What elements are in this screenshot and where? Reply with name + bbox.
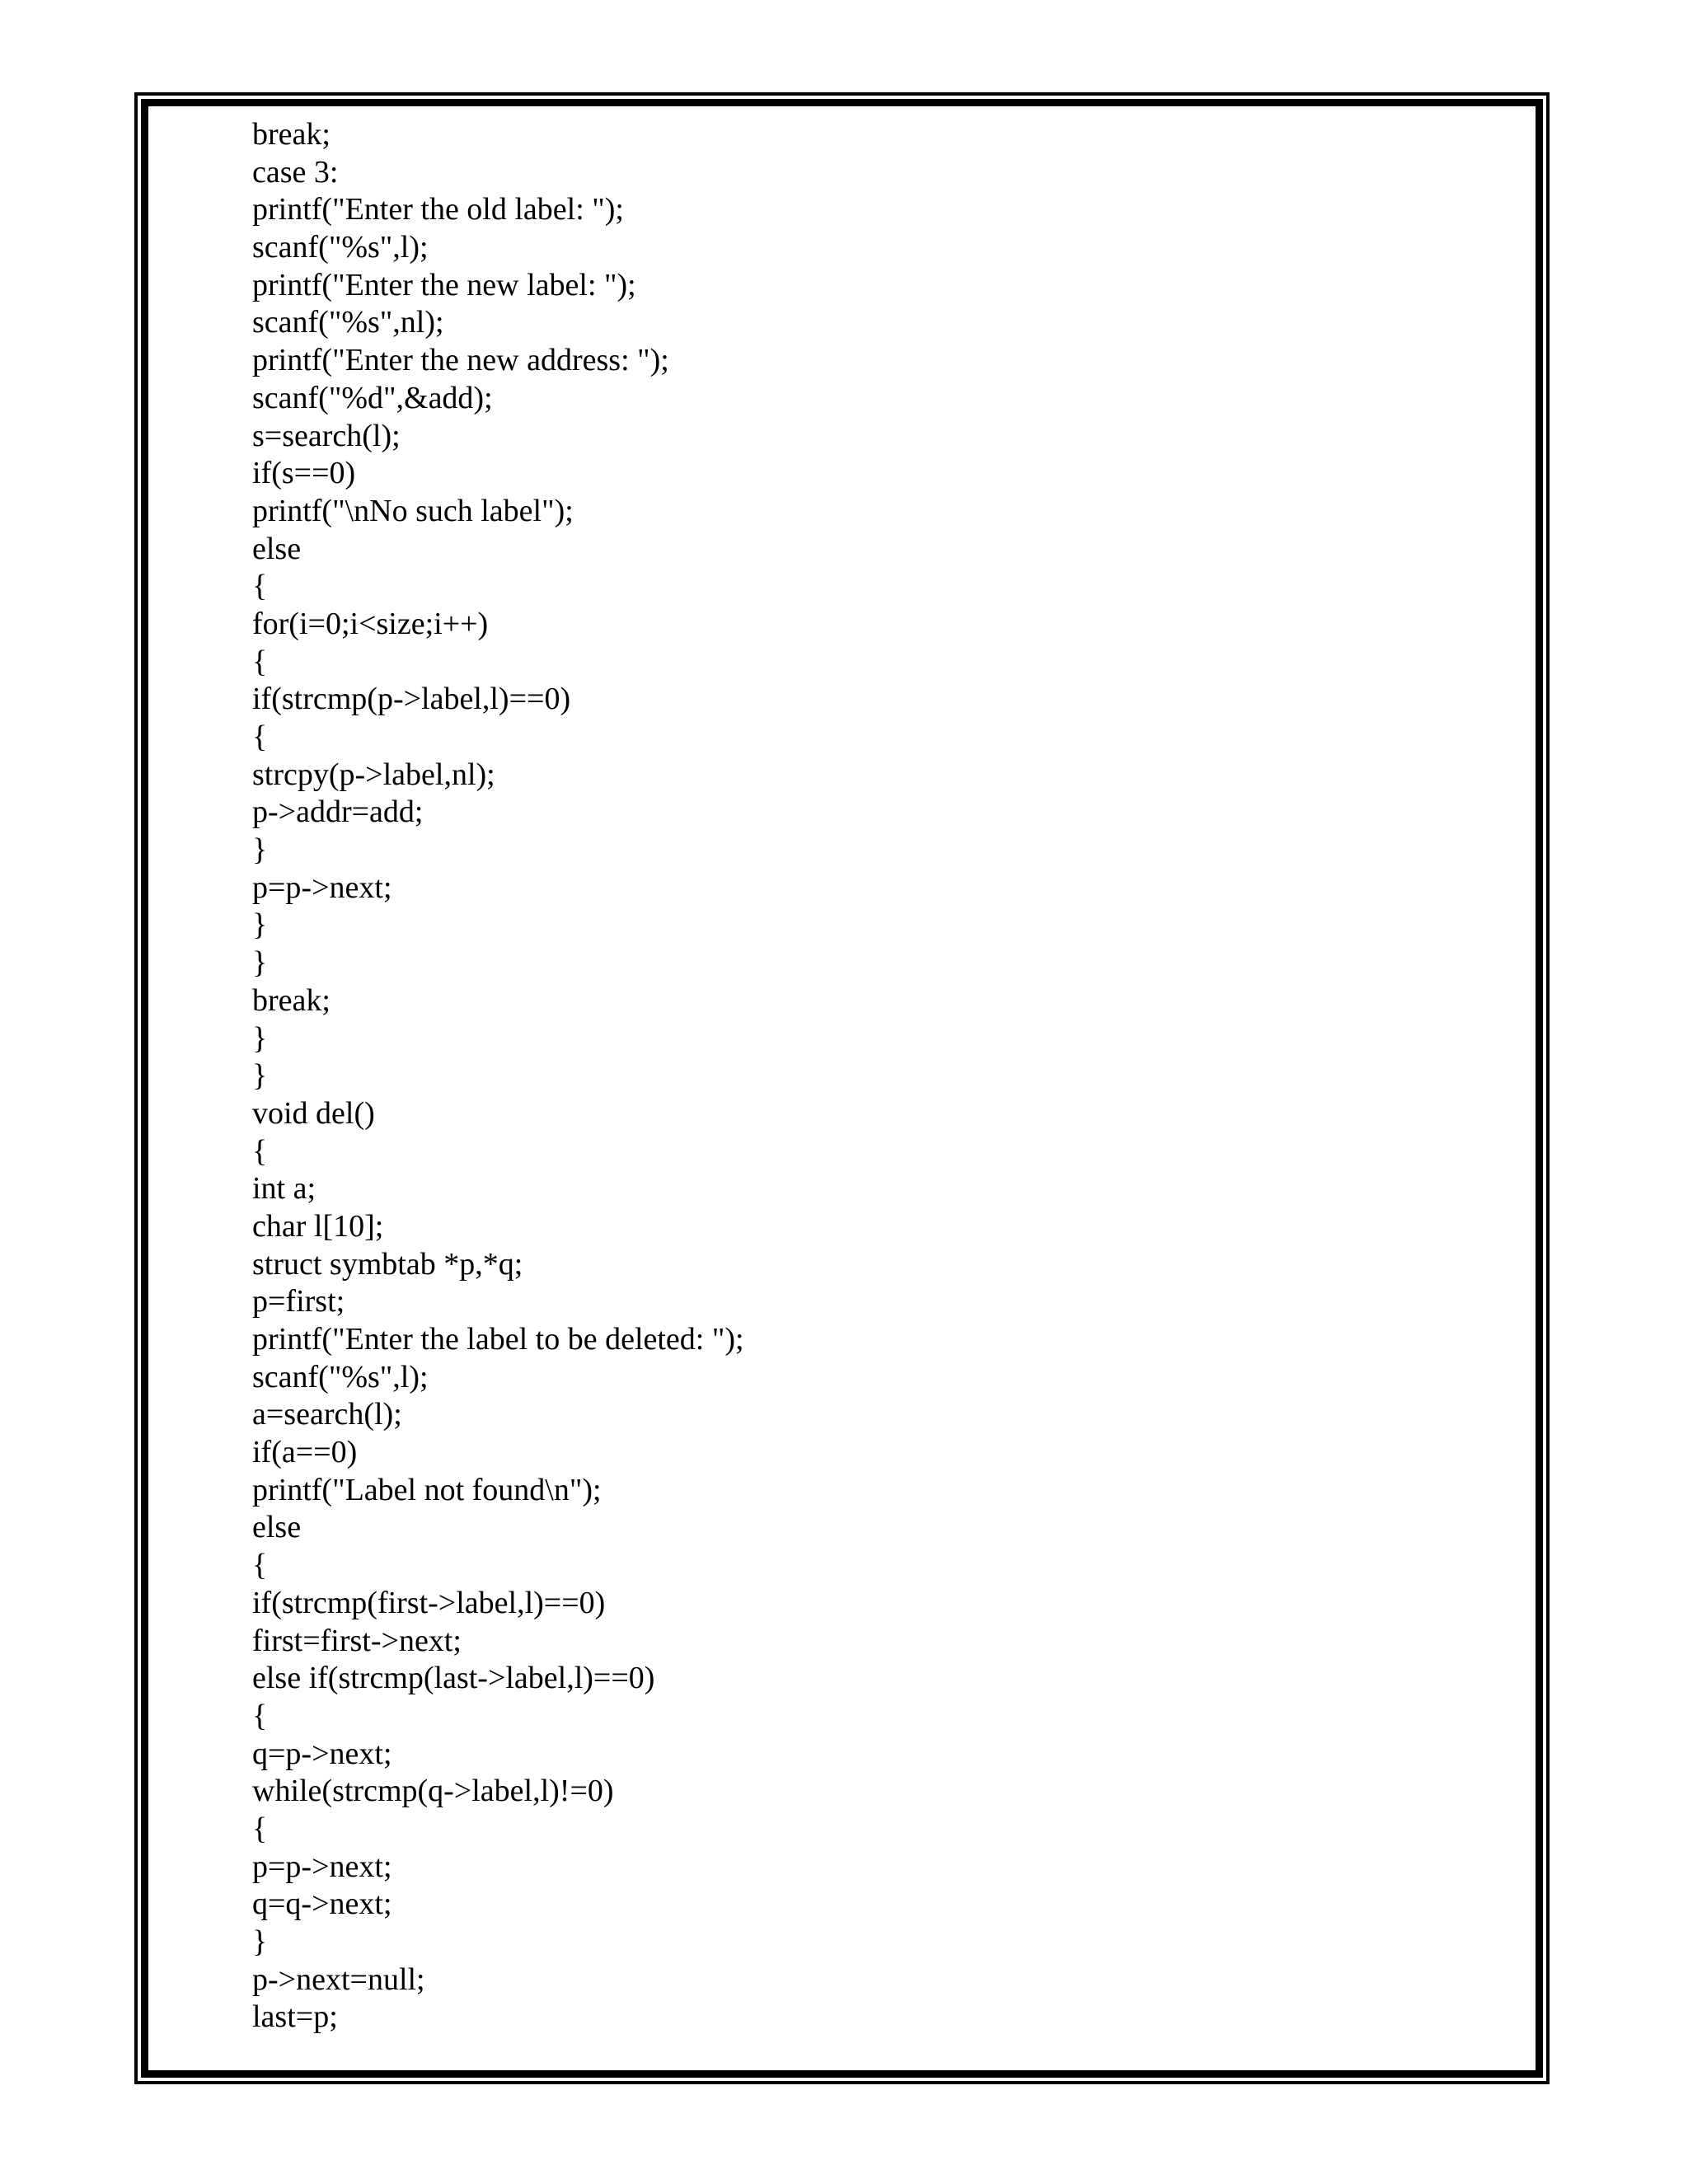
code-line: } [252, 907, 268, 943]
code-listing [252, 116, 744, 2036]
code-line: case 3: [252, 154, 339, 190]
code-line: } [252, 1924, 268, 1959]
code-line: q=p->next; [252, 1736, 392, 1771]
code-line: { [252, 1698, 268, 1733]
code-line: if(strcmp(p->label,l)==0) [252, 682, 571, 717]
code-line: printf("Enter the old label: "); [252, 192, 624, 227]
code-line: last=p; [252, 1999, 338, 2035]
code-line: } [252, 1020, 268, 1056]
code-line: scanf("%s",l); [252, 1359, 429, 1394]
code-line: p=first; [252, 1284, 345, 1319]
code-line: printf("Enter the new label: "); [252, 267, 636, 302]
code-line: printf("Enter the new address: "); [252, 343, 669, 378]
code-line: scanf("%s",l); [252, 230, 429, 265]
code-line: else [252, 531, 302, 566]
code-line: { [252, 719, 268, 754]
code-line: { [252, 1811, 268, 1846]
code-line: scanf("%s",nl); [252, 305, 444, 340]
code-line: if(s==0) [252, 456, 356, 491]
code-line: printf("Enter the label to be deleted: "); [252, 1322, 744, 1357]
code-line: s=search(l); [252, 418, 401, 453]
code-line: while(strcmp(q->label,l)!=0) [252, 1774, 614, 1809]
code-line: break; [252, 982, 331, 1018]
code-line: } [252, 1058, 268, 1094]
code-line: { [252, 1133, 268, 1169]
code-line: else [252, 1510, 302, 1545]
code-line: { [252, 1548, 268, 1583]
code-line: { [252, 569, 268, 604]
code-line: else if(strcmp(last->label,l)==0) [252, 1661, 655, 1696]
code-line: p=p->next; [252, 1849, 392, 1884]
code-line: p->addr=add; [252, 794, 424, 830]
code-line: p=p->next; [252, 869, 392, 905]
code-line: } [252, 832, 268, 868]
code-line: scanf("%d",&add); [252, 380, 493, 415]
code-line: q=q->next; [252, 1886, 392, 1922]
code-line: printf("\nNo such label"); [252, 493, 574, 528]
code-line: strcpy(p->label,nl); [252, 757, 495, 792]
code-line: for(i=0;i<size;i++) [252, 606, 489, 641]
code-line: if(strcmp(first->label,l)==0) [252, 1585, 606, 1620]
code-line: printf("Label not found\n"); [252, 1472, 602, 1507]
code-line: p->next=null; [252, 1961, 425, 1997]
code-line: void del() [252, 1095, 375, 1131]
code-line: a=search(l); [252, 1397, 402, 1432]
code-line: first=first->next; [252, 1623, 462, 1658]
code-line: char l[10]; [252, 1208, 384, 1244]
code-line: } [252, 945, 268, 981]
code-line: break; [252, 117, 331, 152]
code-line: { [252, 644, 268, 679]
code-line: int a; [252, 1171, 316, 1207]
code-line: if(a==0) [252, 1435, 358, 1470]
code-line: struct symbtab *p,*q; [252, 1246, 523, 1282]
